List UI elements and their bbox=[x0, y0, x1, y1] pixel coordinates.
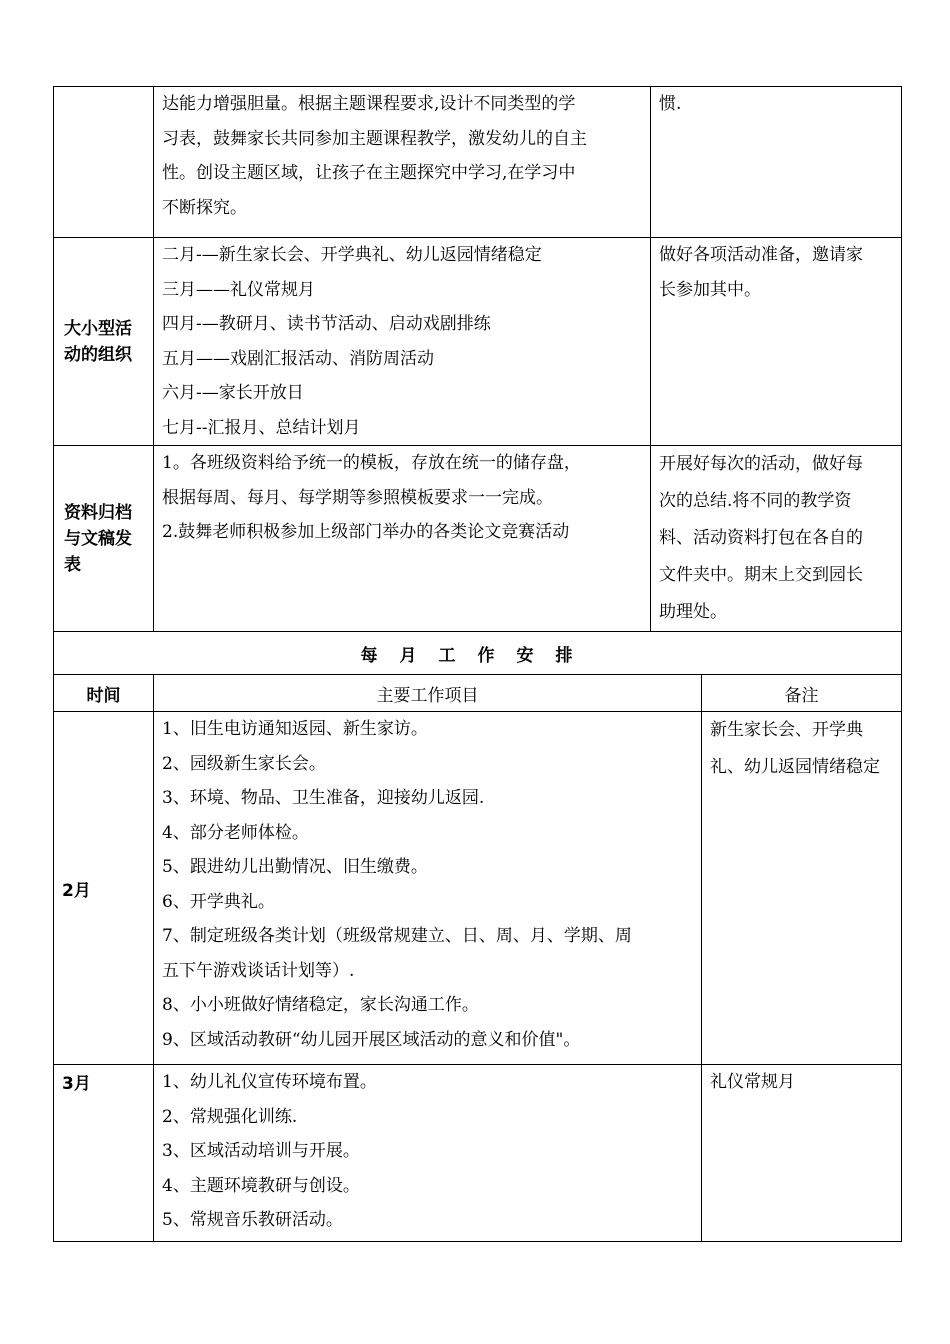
activities-row bbox=[54, 238, 902, 446]
text-line: 习表，鼓舞家长共同参加主题课程教学，激发幼儿的自主 bbox=[162, 128, 587, 149]
work-item: 9、区域活动教研“幼儿园开展区域活动的意义和价值"。 bbox=[162, 1029, 581, 1050]
activities-note-cell bbox=[651, 238, 902, 446]
archive-line: 1。各班级资料给予统一的模板，存放在统一的储存盘， bbox=[162, 453, 581, 473]
work-item: 4、部分老师体检。 bbox=[162, 822, 309, 843]
archive-content-cell bbox=[154, 446, 651, 632]
note-line: 料、活动资料打包在各自的 bbox=[659, 528, 863, 548]
intro-label-cell bbox=[54, 87, 154, 238]
archive-line: 2.鼓舞老师积极参加上级部门举办的各类论文竞赛活动 bbox=[162, 522, 570, 542]
column-header-items: 主要工作项目 bbox=[154, 675, 702, 712]
archive-note-cell bbox=[651, 446, 902, 632]
intro-row bbox=[54, 87, 902, 238]
month-label: 2月 bbox=[54, 712, 154, 1065]
row-label-line: 大小型活 bbox=[64, 318, 132, 339]
column-header-note: 备注 bbox=[702, 675, 902, 712]
activity-line: 七月--汇报月、总结计划月 bbox=[162, 417, 361, 438]
activity-line: 二月-—新生家长会、开学典礼、幼儿返园情绪稳定 bbox=[162, 245, 542, 265]
row-label-line: 与文稿发 bbox=[64, 528, 132, 549]
archive-line: 根据每周、每月、每学期等参照模板要求一一完成。 bbox=[162, 487, 553, 508]
note-line: 次的总结.将不同的教学资 bbox=[659, 491, 852, 511]
work-item: 5、跟进幼儿出勤情况、旧生缴费。 bbox=[162, 857, 428, 877]
activities-content-cell bbox=[154, 238, 651, 446]
row-label-line: 表 bbox=[64, 554, 81, 575]
archive-label-cell bbox=[54, 446, 154, 632]
work-item: 4、主题环境教研与创设。 bbox=[162, 1175, 360, 1196]
work-item: 1、旧生电访通知返园、新生家访。 bbox=[162, 719, 428, 739]
monthly-heading-row bbox=[54, 632, 902, 675]
work-item: 5、常规音乐教研活动。 bbox=[162, 1210, 343, 1230]
note-line: 长参加其中。 bbox=[659, 279, 761, 300]
work-item: 6、开学典礼。 bbox=[162, 891, 275, 912]
activity-line: 四月-—教研月、读书节活动、启动戏剧排练 bbox=[162, 314, 491, 334]
work-item: 3、区域活动培训与开展。 bbox=[162, 1141, 360, 1161]
month-label: 3月 bbox=[54, 1065, 154, 1242]
monthly-header-row bbox=[54, 675, 902, 712]
note-line: 助理处。 bbox=[659, 602, 727, 622]
activity-line: 三月——礼仪常规月 bbox=[162, 279, 315, 300]
work-item: 1、幼儿礼仪宣传环境布置。 bbox=[162, 1072, 377, 1092]
work-item: 2、园级新生家长会。 bbox=[162, 753, 326, 774]
note-line: 惯. bbox=[659, 94, 682, 114]
activity-line: 六月-—家长开放日 bbox=[162, 383, 304, 403]
work-item: 五下午游戏谈话计划等）. bbox=[162, 960, 355, 981]
text-line: 达能力增强胆量。根据主题课程要求,设计不同类型的学 bbox=[162, 94, 576, 114]
work-item: 3、环境、物品、卫生准备，迎接幼儿返园. bbox=[162, 788, 485, 808]
note-line: 文件夹中。期末上交到园长 bbox=[659, 565, 863, 585]
note-line: 开展好每次的活动，做好每 bbox=[659, 454, 863, 474]
month-row-feb bbox=[54, 712, 902, 1065]
work-item: 2、常规强化训练. bbox=[162, 1106, 298, 1127]
intro-content-cell bbox=[154, 87, 651, 238]
note-line: 做好各项活动准备，邀请家 bbox=[659, 245, 863, 265]
activities-label-cell bbox=[54, 238, 154, 446]
intro-note-cell bbox=[651, 87, 902, 238]
work-item: 8、小小班做好情绪稳定，家长沟通工作。 bbox=[162, 995, 479, 1015]
archive-row bbox=[54, 446, 902, 632]
text-line: 性。创设主题区域，让孩子在主题探究中学习,在学习中 bbox=[162, 163, 576, 183]
work-plan-table bbox=[53, 86, 902, 1242]
document-page bbox=[53, 86, 901, 1242]
row-label-line: 资料归档 bbox=[64, 502, 132, 523]
month-items-cell bbox=[154, 712, 702, 1065]
row-label-line: 动的组织 bbox=[64, 344, 132, 365]
month-items-cell bbox=[154, 1065, 702, 1242]
monthly-heading: 每月工作安排 bbox=[54, 632, 902, 675]
text-line: 不断探究。 bbox=[162, 197, 247, 218]
work-item: 7、制定班级各类计划（班级常规建立、日、周、月、学期、周 bbox=[162, 926, 632, 946]
month-note-cell: 新生家长会、开学典礼、幼儿返园情绪稳定 bbox=[702, 712, 902, 1065]
column-header-time: 时间 bbox=[54, 675, 154, 712]
month-row-mar bbox=[54, 1065, 902, 1242]
month-note-cell: 礼仪常规月 bbox=[702, 1065, 902, 1242]
activity-line: 五月——戏剧汇报活动、消防周活动 bbox=[162, 348, 434, 369]
